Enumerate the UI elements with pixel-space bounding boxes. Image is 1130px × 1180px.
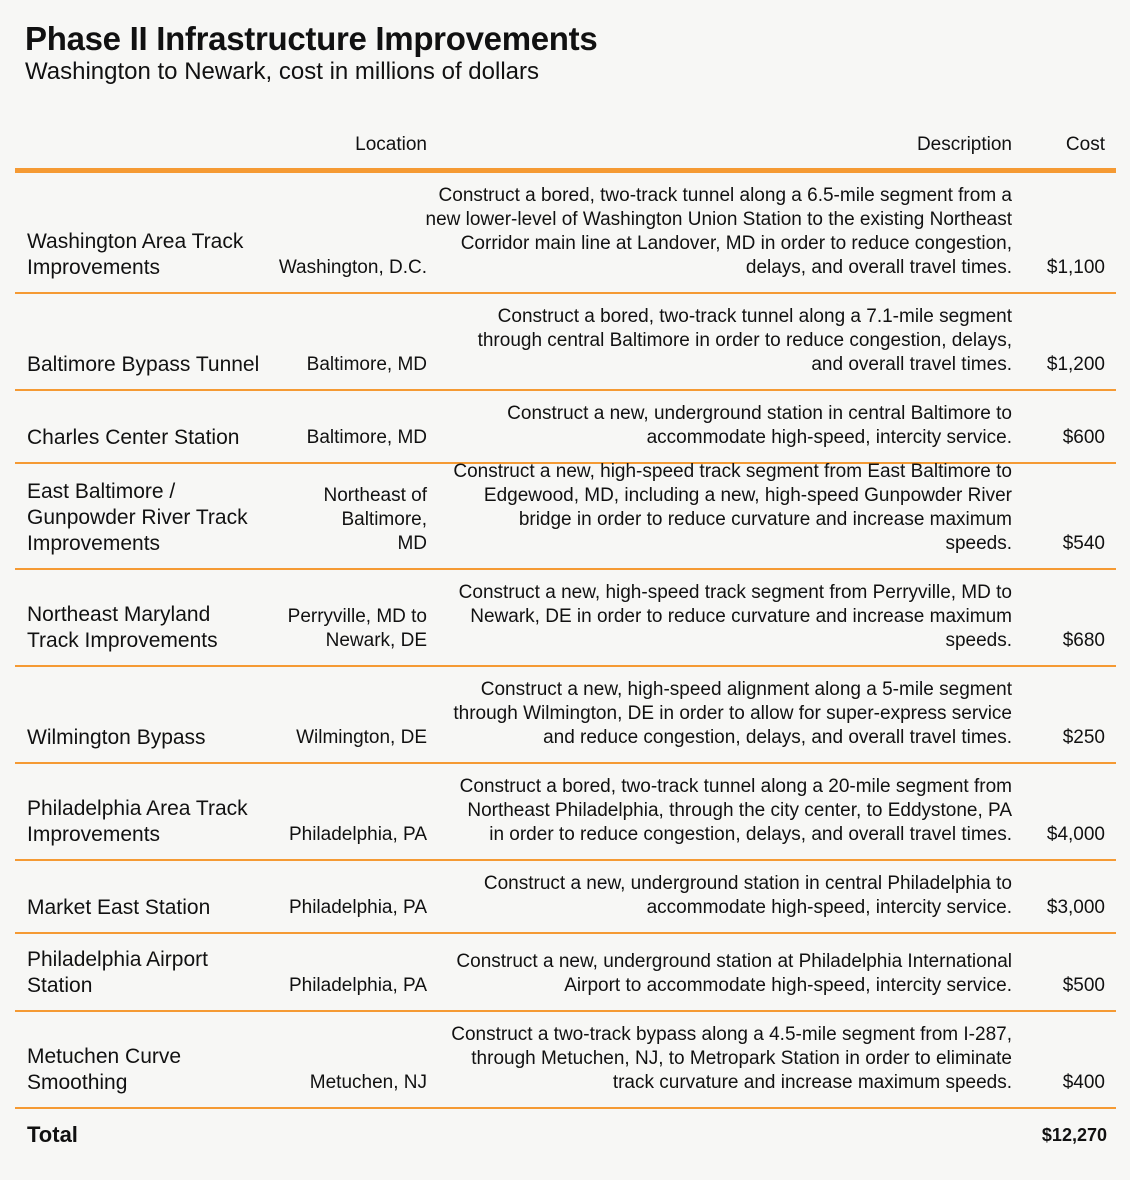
total-label: Total — [27, 1122, 78, 1147]
total-value: $12,270 — [1041, 1125, 1107, 1145]
project-description: Construct a new, underground station in central Philadelphia to accommodate high-speed, intercity service. — [483, 873, 1012, 918]
project-cost: $680 — [1062, 630, 1105, 651]
table-row — [15, 294, 1116, 391]
project-description: Construct a new, high-speed track segment from Perryville, MD to Newark, DE in order to reduce curvature and increase maximum speeds. — [458, 582, 1012, 651]
project-description: Construct a two-track bypass along a 4.5-mile segment from I-287, through Metuchen, NJ, to Metropark Station in order to eliminate track curvature and increase maximum speeds. — [451, 1024, 1012, 1093]
project-location: Baltimore, MD — [306, 427, 427, 448]
project-location: Wilmington, DE — [296, 727, 427, 748]
project-location: Washington, D.C. — [278, 257, 427, 278]
table-row — [15, 667, 1116, 764]
column-header-location: Location — [355, 134, 427, 155]
project-cost: $1,200 — [1046, 354, 1105, 375]
project-name: Charles Center Station — [27, 426, 240, 449]
project-cost: $600 — [1062, 427, 1105, 448]
project-name: Metuchen Curve Smoothing — [27, 1045, 182, 1094]
project-name: Baltimore Bypass Tunnel — [27, 353, 260, 376]
project-description: Construct a new, underground station in central Baltimore to accommodate high-speed, intercity service. — [507, 403, 1012, 448]
project-description: Construct a bored, two-track tunnel along a 20-mile segment from Northeast Philadelphia, through the city center, to Eddystone, PA in order to reduce congestion, delays, and overall travel times. — [459, 776, 1012, 845]
project-description: Construct a bored, two-track tunnel along a 6.5-mile segment from a new lower-level of Washington Union Station to the existing Northeast Corridor main line at Landover, MD in order to reduce congestion, delays, and overall travel times. — [425, 185, 1012, 278]
project-description: Construct a new, high-speed track segment from East Baltimore to Edgewood, MD, including a new, high-speed Gunpowder River bridge in order to reduce curvature and increase maximum speeds. — [453, 461, 1012, 554]
project-name: Wilmington Bypass — [27, 726, 206, 749]
project-description: Construct a new, high-speed alignment along a 5-mile segment through Wilmington, DE in order to allow for super-express service and reduce congestion, delays, and overall travel times. — [453, 679, 1012, 748]
table-row — [15, 1012, 1116, 1109]
project-location: Baltimore, MD — [306, 354, 427, 375]
project-description: Construct a bored, two-track tunnel along a 7.1-mile segment through central Baltimore in order to reduce congestion, delays, and overall travel times. — [477, 306, 1012, 375]
project-location: Perryville, MD to Newark, DE — [287, 606, 427, 651]
project-cost: $500 — [1062, 975, 1105, 996]
table-row — [15, 934, 1116, 1012]
project-cost: $3,000 — [1046, 897, 1105, 918]
project-cost: $540 — [1062, 533, 1105, 554]
project-cost: $250 — [1062, 727, 1105, 748]
project-name: Philadelphia Airport Station — [27, 948, 208, 997]
project-location: Philadelphia, PA — [288, 975, 427, 996]
project-name: Philadelphia Area Track Improvements — [27, 797, 248, 846]
project-description: Construct a new, underground station at Philadelphia International Airport to accommodate high-speed, intercity service. — [456, 951, 1012, 996]
project-location: Northeast of Baltimore, MD — [323, 485, 427, 554]
page-title: Phase II Infrastructure Improvements — [25, 20, 598, 57]
project-name: East Baltimore / Gunpowder River Track Improvements — [27, 480, 248, 555]
table-row — [15, 570, 1116, 667]
project-name: Northeast Maryland Track Improvements — [27, 603, 218, 652]
project-name: Market East Station — [27, 896, 211, 919]
project-cost: $400 — [1062, 1072, 1105, 1093]
column-header-description: Description — [916, 134, 1012, 155]
project-cost: $4,000 — [1046, 824, 1105, 845]
project-name: Washington Area Track Improvements — [27, 230, 244, 279]
table-row — [15, 764, 1116, 861]
table-row — [15, 391, 1116, 464]
table-row — [15, 861, 1116, 934]
projects-table — [15, 173, 1116, 1109]
project-location: Philadelphia, PA — [288, 897, 427, 918]
table-row — [15, 173, 1116, 294]
column-header-cost: Cost — [1065, 134, 1105, 155]
table-row — [15, 461, 1116, 570]
project-location: Metuchen, NJ — [309, 1072, 427, 1093]
page-subtitle: Washington to Newark, cost in millions of dollars — [25, 58, 539, 85]
project-location: Philadelphia, PA — [288, 824, 427, 845]
project-cost: $1,100 — [1046, 257, 1105, 278]
